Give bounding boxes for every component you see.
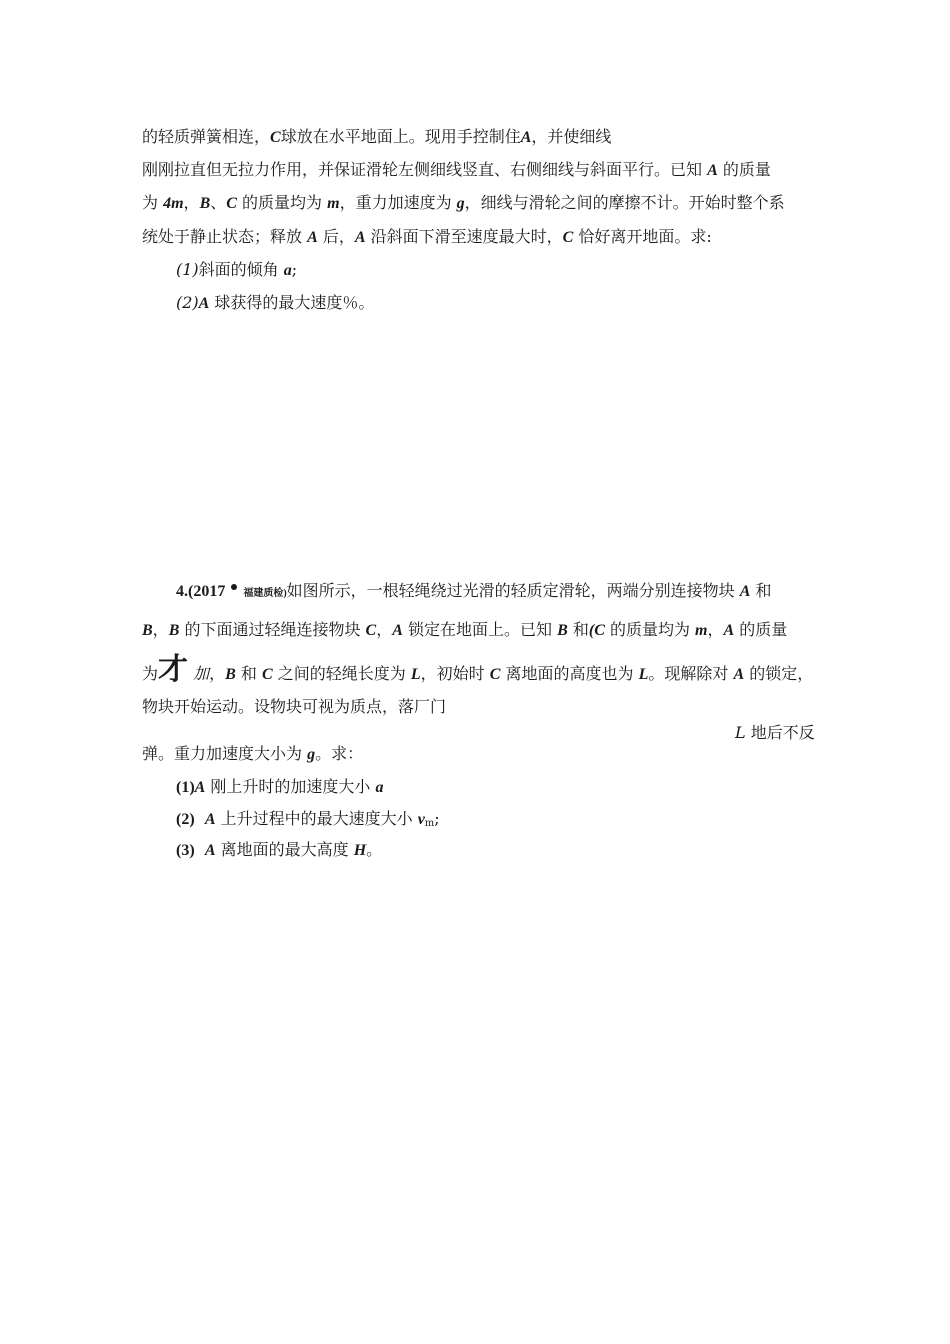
p4-question-1: (1)A 刚上升时的加速度大小 a: [176, 777, 384, 796]
p3-line-2: 刚刚拉直但无拉力作用，并保证滑轮左侧细线竖直、右侧细线与斜面平行。已知 A 的质量: [142, 160, 771, 179]
p4-line-3: 为才 加，B 和 C 之间的轻绳长度为 L，初始时 C 离地面的高度也为 L。现解除对 A 的锁定，: [142, 652, 814, 687]
p4-question-2: (2) A 上升过程中的最大速度大小 $v_m$;: [176, 809, 440, 829]
p3-question-1: (1)斜面的倾角 a;: [176, 260, 298, 279]
p4-line-4: 物块开始运动。设物块可视为质点，落厂门: [142, 697, 447, 716]
p3-line-3: 为 4m，B、C 的质量均为 m，重力加速度为 g，细线与滑轮之间的摩擦不计。开始时整个系: [142, 193, 785, 212]
p3-question-2: (2)A 球获得的最大速度％。: [176, 293, 375, 312]
p4-line-1: 4.(2017 福建质检)如图所示，一根轻绳绕过光滑的轻质定滑轮，两端分别连接物块 A 和: [176, 581, 772, 600]
p4-line-2: B，B 的下面通过轻绳连接物块 C，A 锁定在地面上。已知 B 和(C 的质量均为 m，A 的质量: [142, 620, 788, 639]
p3-line-1: 的轻质弹簧相连，C球放在水平地面上。现用手控制住A，并使细线: [142, 127, 612, 146]
bullet-dot-icon: [231, 584, 237, 590]
p3-line-4: 统处于静止状态；释放 A 后，A 沿斜面下滑至速度最大时，C 恰好离开地面。求:: [142, 227, 712, 246]
p4-question-3: (3) A 离地面的最大高度 H。: [176, 840, 383, 859]
p4-line-5: L 地后不反: [735, 723, 815, 742]
p4-line-6: 弹。重力加速度大小为 g。求：: [142, 744, 364, 763]
